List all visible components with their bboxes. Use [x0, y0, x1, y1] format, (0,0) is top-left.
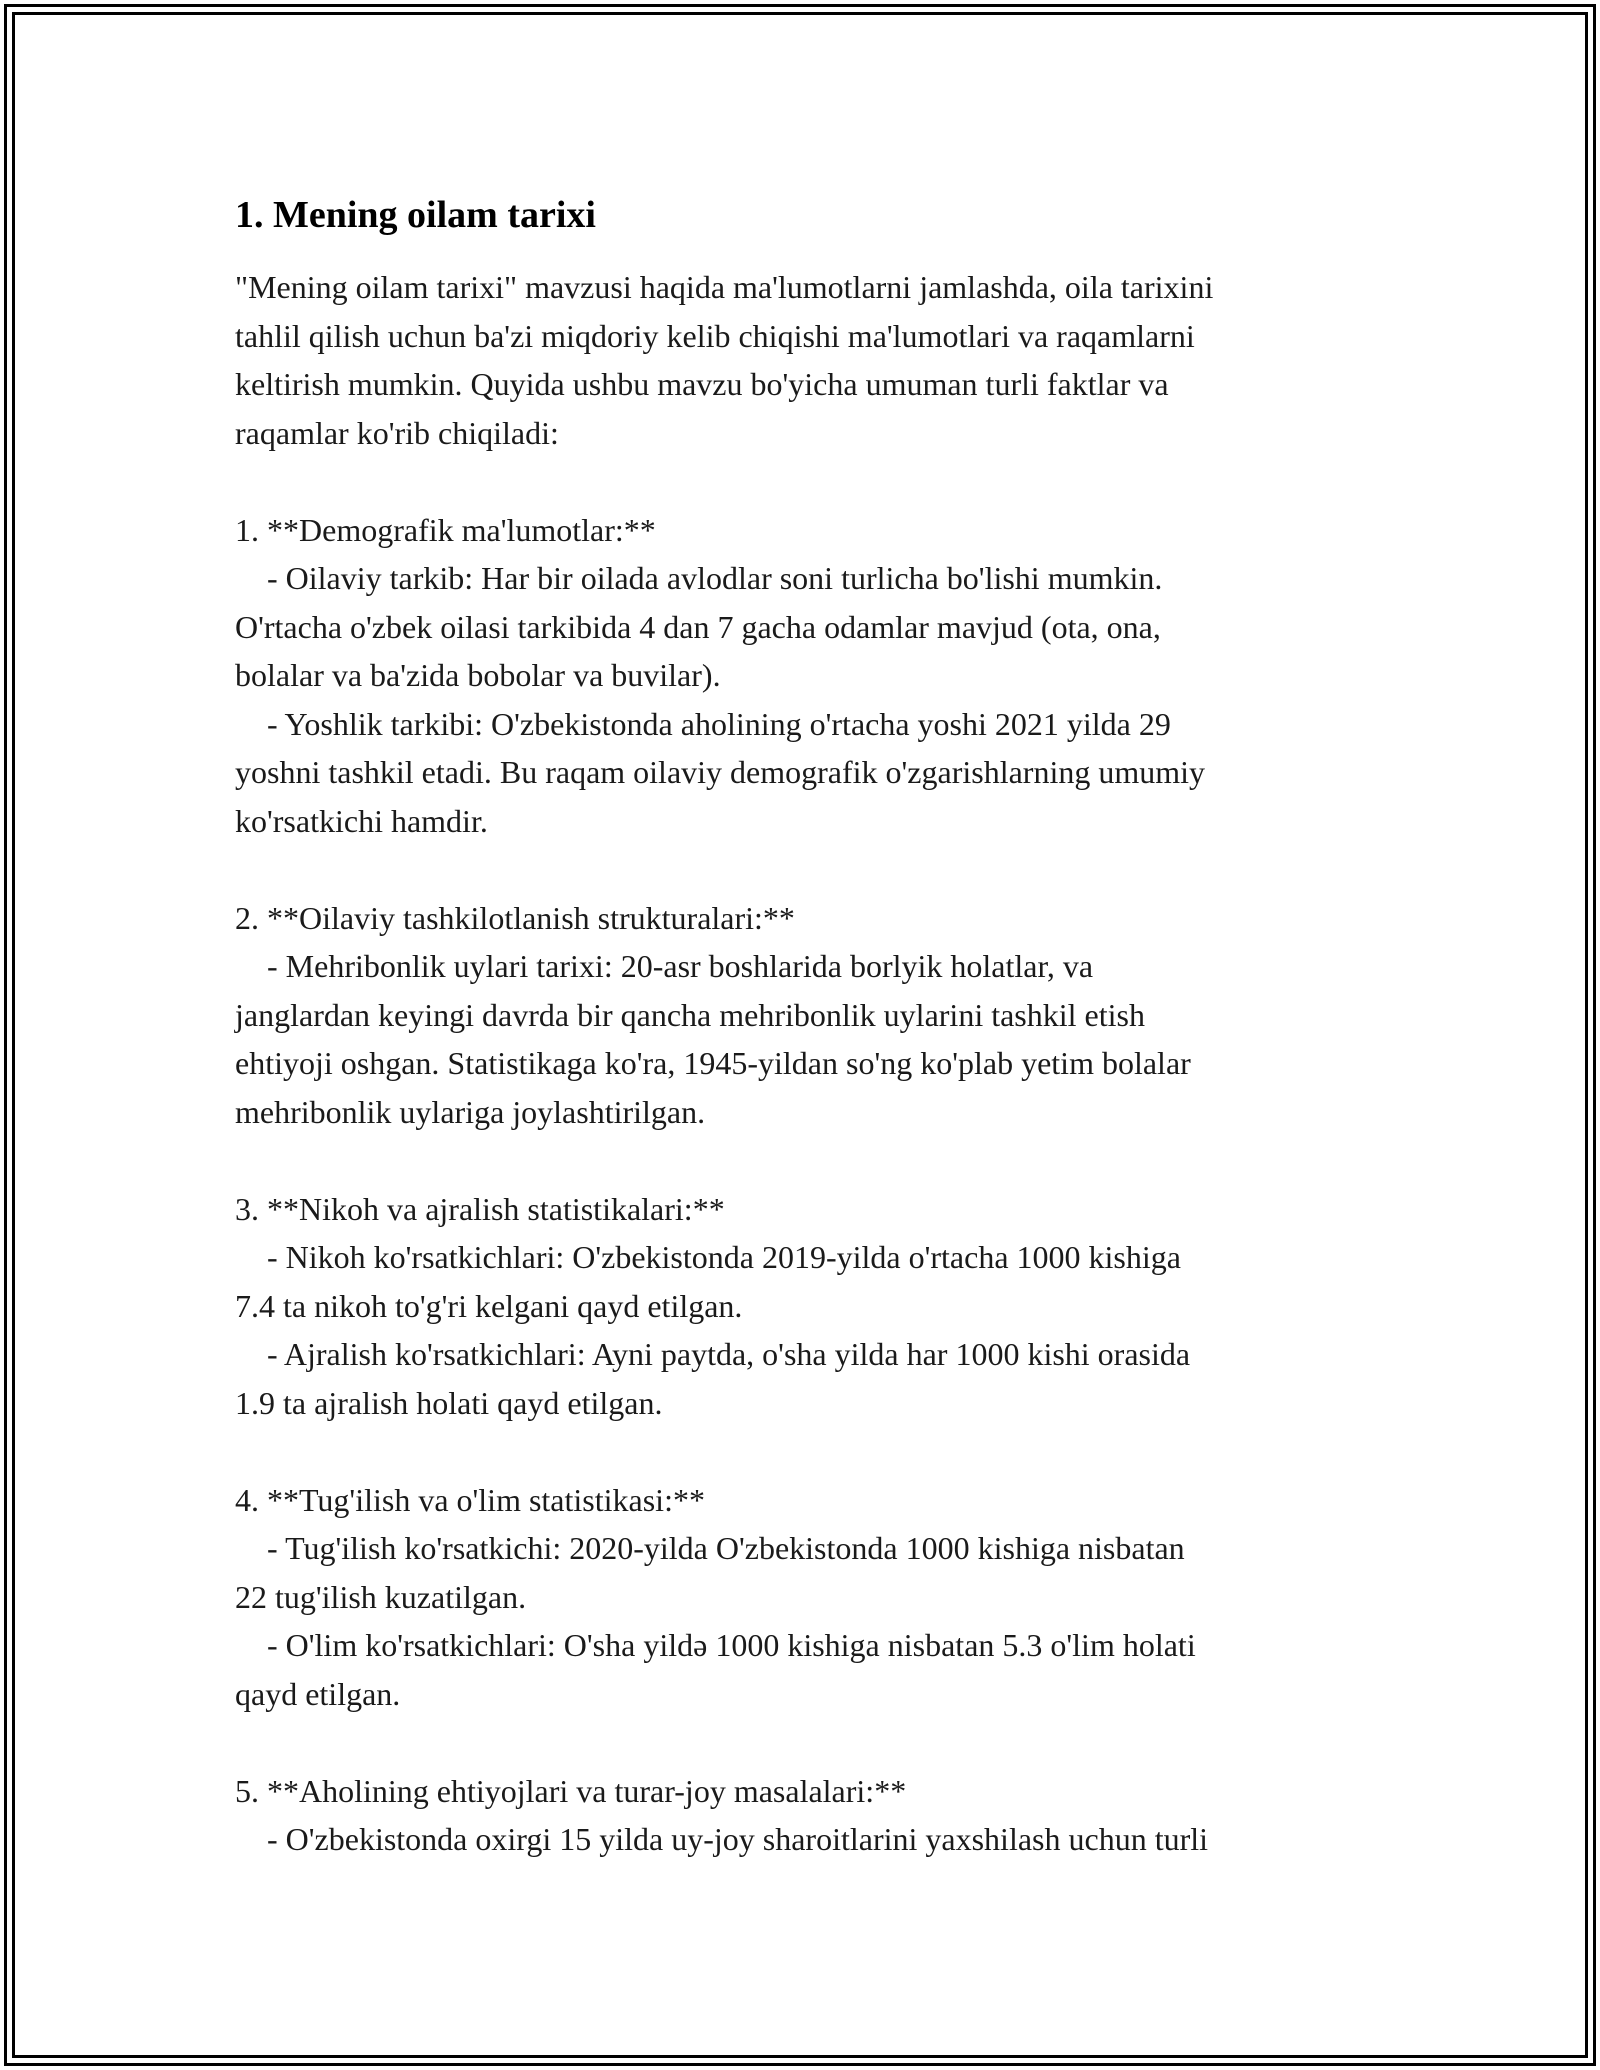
document-title: 1. Mening oilam tarixi — [235, 194, 596, 236]
document-body — [235, 175, 1370, 1864]
blank-line — [235, 1427, 1370, 1476]
blank-line — [235, 1136, 1370, 1185]
text-line: "Mening oilam tarixi" mavzusi haqida ma'lumotlarni jamlashda, oila tarixini — [235, 269, 1214, 305]
text-line: - Yoshlik tarkibi: O'zbekistonda aholining o'rtacha yoshi 2021 yilda 29 — [235, 705, 1171, 742]
text-line: 5. **Aholining ehtiyojlari va turar-joy masalalari:** — [235, 1772, 907, 1809]
text-line: 22 tug'ilish kuzatilgan. — [235, 1578, 527, 1615]
text-line: 7.4 ta nikoh to'g'ri kelgani qayd etilgan. — [235, 1287, 743, 1324]
blank-line — [235, 1718, 1370, 1767]
text-line: 1.9 ta ajralish holati qayd etilgan. — [235, 1384, 663, 1421]
text-line: - Mehribonlik uylari tarixi: 20-asr boshlarida borlyik holatlar, va — [235, 948, 1094, 984]
text-line: 4. **Tug'ilish va o'lim statistikasi:** — [235, 1481, 705, 1518]
text-line: ko'rsatkichi hamdir. — [235, 802, 488, 839]
text-line: yoshni tashkil etadi. Bu raqam oilaviy demografik o'zgarishlarning umumiy — [235, 754, 1206, 790]
text-line: - Nikoh ko'rsatkichlari: O'zbekistonda 2019-yilda o'rtacha 1000 kishiga — [235, 1239, 1181, 1275]
text-line: - Oilaviy tarkib: Har bir oilada avlodlar soni turlicha bo'lishi mumkin. — [235, 560, 1163, 596]
text-line: keltirish mumkin. Quyida ushbu mavzu bo'yicha umuman turli faktlar va — [235, 366, 1169, 402]
text-line: 2. **Oilaviy tashkilotlanish strukturalari:** — [235, 899, 795, 936]
text-line: - Tug'ilish ko'rsatkichi: 2020-yilda O'zbekistonda 1000 kishiga nisbatan — [235, 1530, 1185, 1566]
text-line: 3. **Nikoh va ajralish statistikalari:** — [235, 1190, 725, 1227]
text-line: - O'lim ko'rsatkichlari: O'sha yildə 1000 kishiga nisbatan 5.3 o'lim holati — [235, 1627, 1196, 1663]
text-line: janglardan keyingi davrda bir qancha mehribonlik uylarini tashkil etish — [235, 996, 1145, 1033]
text-line: mehribonlik uylariga joylashtirilgan. — [235, 1093, 706, 1130]
text-line: bolalar va ba'zida bobolar va buvilar). — [235, 657, 721, 693]
document-text — [235, 263, 1370, 1864]
blank-line — [235, 457, 1370, 506]
text-line: tahlil qilish uchun ba'zi miqdoriy kelib chiqishi ma'lumotlari va raqamlarni — [235, 317, 1195, 354]
text-line: - O'zbekistonda oxirgi 15 yilda uy-joy sharoitlarini yaxshilash uchun turli — [235, 1821, 1209, 1857]
text-line: 1. **Demografik ma'lumotlar:** — [235, 511, 656, 548]
text-line: O'rtacha o'zbek oilasi tarkibida 4 dan 7 gacha odamlar mavjud (ota, ona, — [235, 608, 1161, 645]
text-line: qayd etilgan. — [235, 1675, 401, 1712]
text-line: - Ajralish ko'rsatkichlari: Ayni paytda, o'sha yilda har 1000 kishi orasida — [235, 1336, 1191, 1372]
text-line: raqamlar ko'rib chiqiladi: — [235, 414, 559, 451]
blank-line — [235, 845, 1370, 894]
text-line: ehtiyoji oshgan. Statistikaga ko'ra, 1945-yildan so'ng ko'plab yetim bolalar — [235, 1045, 1191, 1081]
